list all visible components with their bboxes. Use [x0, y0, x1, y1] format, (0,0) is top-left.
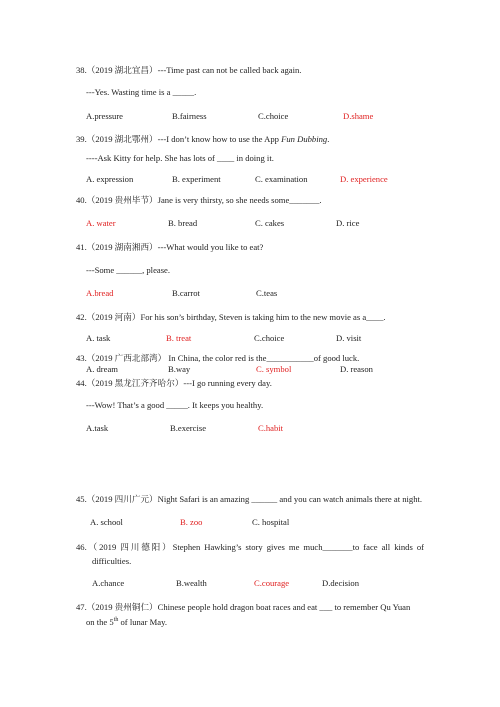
question-45-option-b-answer: B. zoo [180, 517, 203, 527]
question-41-sub: ---Some ______, please. [86, 265, 171, 275]
question-38-option-c: C.choice [258, 111, 289, 121]
question-38-sub: ---Yes. Wasting time is a _____. [86, 87, 197, 97]
question-40-option-b: B. bread [168, 218, 198, 228]
question-39-sub: ----Ask Kitty for help. She has lots of ____ in doing it. [86, 153, 274, 163]
question-39-option-c: C. examination [255, 174, 308, 184]
question-41-option-b: B.carrot [172, 288, 200, 298]
question-40-stem: 40.（2019 贵州毕节）Jane is very thirsty, so she needs some_______. [76, 195, 322, 205]
question-40-option-a-answer: A. water [86, 218, 116, 228]
question-46-option-a: A.chance [92, 578, 125, 588]
question-43-stem: 43.（2019 广西北部湾） In China, the color red is the___________of good luck. [76, 353, 360, 363]
question-46-option-b: B.wealth [176, 578, 207, 588]
question-40-option-d: D. rice [336, 218, 360, 228]
question-39-app-name: Fun Dubbing [281, 134, 328, 144]
question-42-option-d: D. visit [336, 333, 362, 343]
question-38-option-a: A.pressure [86, 111, 123, 121]
question-47-stem-cont [86, 617, 167, 627]
question-41-stem: 41.（2019 湖南湘西）---What would you like to eat? [76, 242, 264, 252]
question-44-option-c-answer: C.habit [258, 423, 284, 433]
question-42-option-b-answer: B. treat [166, 333, 192, 343]
question-44-stem: 44.（2019 黑龙江齐齐哈尔）---I go running every day. [76, 378, 272, 388]
question-41-option-a-answer: A.bread [86, 288, 114, 298]
question-45-stem: 45.（2019 四川广元）Night Safari is an amazing ______ and you can watch animals there at night. [76, 494, 423, 504]
question-46-stem-cont: difficulties. [92, 556, 132, 566]
question-38-option-d-answer: D.shame [343, 111, 374, 121]
question-38-stem: 38.（2019 湖北宜昌）---Time past can not be called back again. [76, 65, 302, 75]
question-44-option-b: B.exercise [170, 423, 207, 433]
question-43-option-b: B.way [168, 364, 191, 374]
question-46-option-c-answer: C.courage [254, 578, 290, 588]
question-39-option-a: A. expression [86, 174, 134, 184]
question-39-stem-end: . [327, 134, 330, 144]
question-43-option-d: D. reason [340, 364, 373, 374]
question-47-date-sup: th [113, 617, 119, 624]
question-39-stem-text: 39.（2019 湖北鄂州）---I don’t know how to use the App [76, 134, 282, 144]
question-42-option-c: C.choice [254, 333, 285, 343]
question-38-option-b: B.fairness [172, 111, 207, 121]
question-42-stem: 42.（2019 河南）For his son’s birthday, Steven is taking him to the new movie as a____. [76, 312, 386, 322]
question-39-option-b: B. experiment [172, 174, 221, 184]
question-45-option-a: A. school [90, 517, 123, 527]
question-44-option-a: A.task [86, 423, 109, 433]
question-46-stem: 46.（2019 四川德阳）Stephen Hawking’s story gives me much_______to face all kinds of [76, 542, 424, 552]
question-46-option-d: D.decision [322, 578, 359, 588]
question-39-stem [76, 133, 329, 145]
question-40-option-c: C. cakes [255, 218, 285, 228]
question-42-option-a: A. task [86, 333, 111, 343]
question-47-date-pre: on the 5 [86, 617, 114, 627]
question-45-option-c: C. hospital [252, 517, 290, 527]
question-44-sub: ---Wow! That’s a good _____. It keeps you healthy. [86, 400, 264, 410]
question-47-date-post: of lunar May. [118, 617, 167, 627]
question-39-option-d-answer: D. experience [340, 174, 388, 184]
question-47-stem: 47.（2019 贵州铜仁）Chinese people hold dragon boat races and eat ___ to remember Qu Yuan [76, 602, 411, 612]
question-43-option-c-answer: C. symbol [256, 364, 292, 374]
question-41-option-c: C.teas [256, 288, 278, 298]
question-43-option-a: A. dream [86, 364, 118, 374]
